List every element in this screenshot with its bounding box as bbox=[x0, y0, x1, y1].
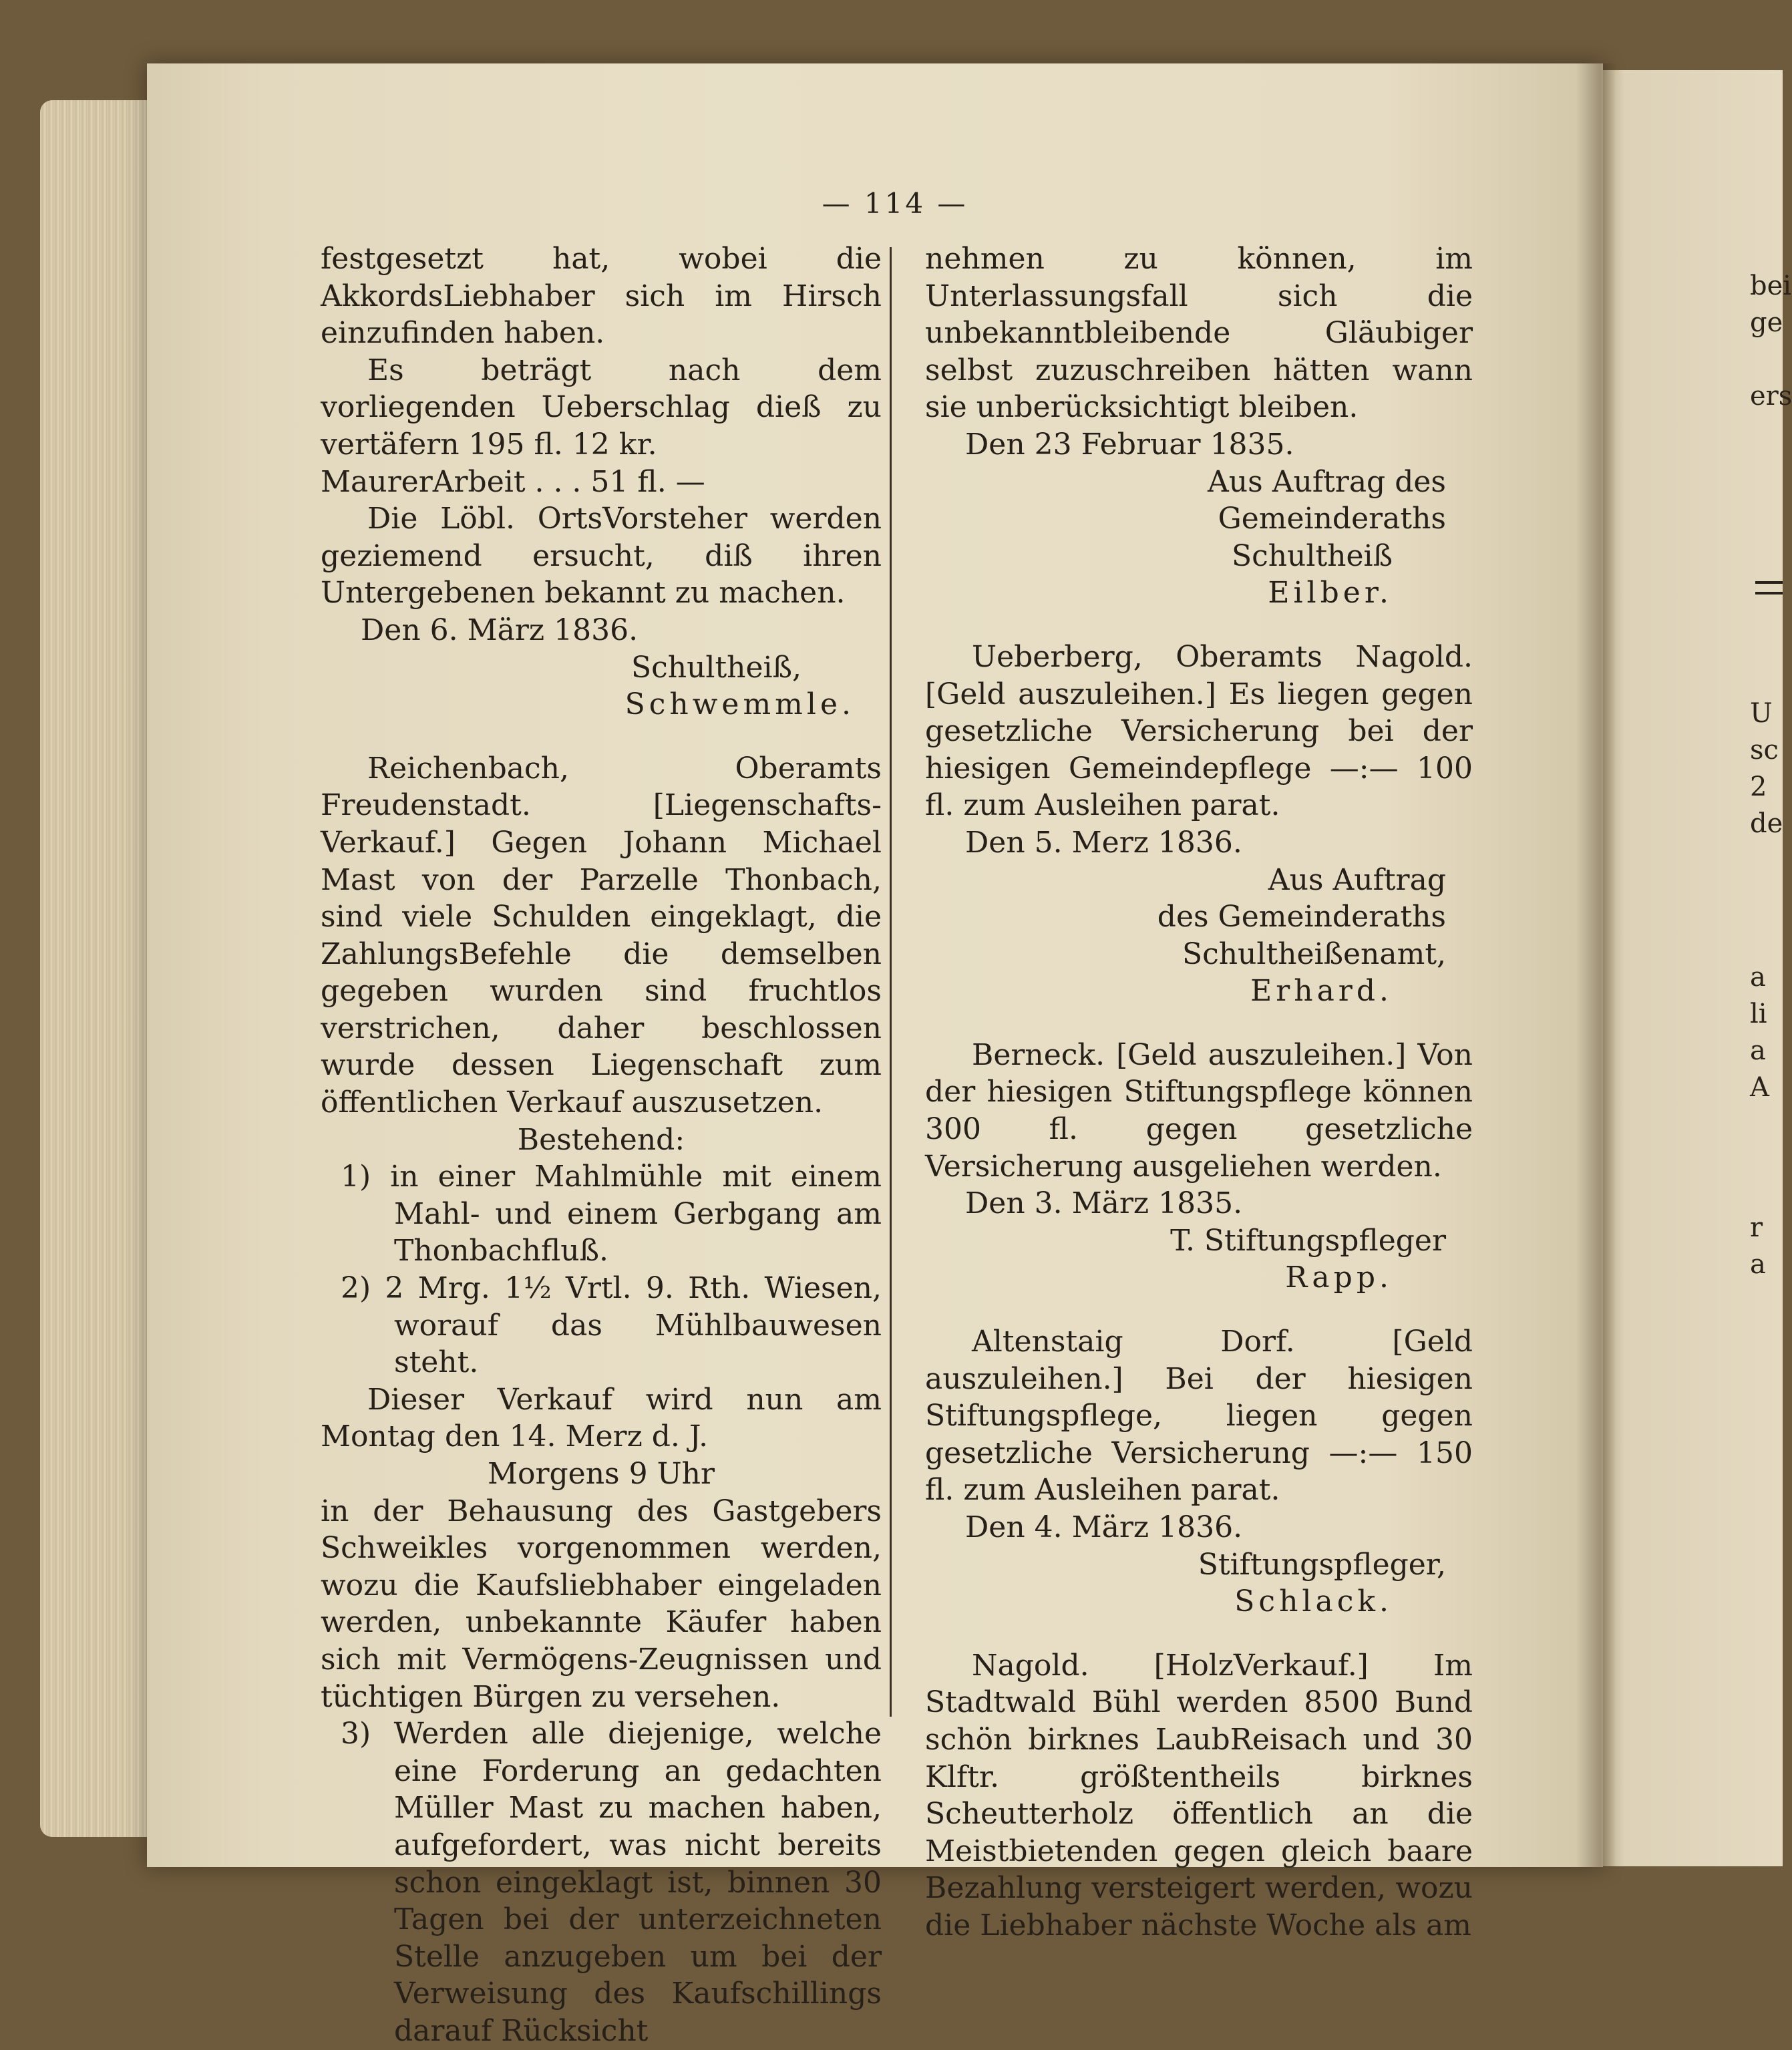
text-paragraph: festgesetzt hat, wobei die AkkordsLiebhaber sich im Hirsch einzufinden haben. bbox=[321, 242, 882, 351]
text-paragraph: in der Behausung des Gastgebers Schweikles vorgenommen werden, wozu die Kaufsliebhaber eingeladen werden, unbekannte Käufer haben sich mit Vermögens-Zeugnissen und tüchtigen Bürgen zu versehen. bbox=[321, 1494, 882, 1714]
facing-page-rule bbox=[1755, 581, 1783, 594]
facing-page-fragment: ers bbox=[1750, 381, 1792, 411]
book-gutter bbox=[1576, 63, 1616, 1867]
text-paragraph: Altenstaig Dorf. [Geld auszuleihen.] Bei der hiesigen Stiftungspflege, liegen gegen gesetzliche Versicherung —:— 150 fl. zum Ausleihen parat. bbox=[925, 1325, 1473, 1508]
column-divider bbox=[890, 247, 892, 1717]
text-paragraph: Berneck. [Geld auszuleihen.] Von der hiesigen Stiftungspflege können 300 fl. gegen gesetzliche Versicherung ausgeliehen werden. bbox=[925, 1037, 1473, 1184]
text-paragraph: des Gemeinderaths bbox=[1157, 900, 1446, 934]
text-paragraph: Morgens 9 Uhr bbox=[487, 1457, 715, 1491]
text-paragraph: Schultheiß, bbox=[631, 650, 801, 685]
facing-page-fragment: a bbox=[1750, 1035, 1766, 1066]
facing-page-fragment: a bbox=[1750, 1249, 1766, 1280]
text-paragraph: Es beträgt nach dem vorliegenden Ueberschlag dieß zu vertäfern 195 fl. 12 kr. bbox=[321, 353, 882, 462]
facing-page-fragment: A bbox=[1750, 1072, 1769, 1103]
facing-page-fragment: a bbox=[1750, 962, 1766, 993]
text-paragraph: Den 5. Merz 1836. bbox=[965, 825, 1242, 860]
text-paragraph: Dieser Verkauf wird nun am Montag den 14. Merz d. J. bbox=[321, 1382, 882, 1454]
facing-page-fragment: U bbox=[1750, 698, 1773, 729]
facing-page-fragment: bei bbox=[1750, 271, 1792, 301]
left-text-column bbox=[321, 240, 882, 2050]
text-paragraph: Bestehend: bbox=[517, 1122, 685, 1157]
text-paragraph: T. Stiftungspfleger bbox=[1170, 1223, 1446, 1258]
text-paragraph: Gemeinderaths bbox=[1218, 502, 1446, 536]
text-paragraph: Reichenbach, Oberamts Freudenstadt. [Liegenschafts-Verkauf.] Gegen Johann Michael Mast von der Parzelle Thonbach, sind viele Schulden eingeklagt, die ZahlungsBefehle die demselben gegeben wurden sind fruchtlos verstrichen, daher beschlossen wurde dessen Liegenschaft zum öffentlichen Verkauf auszusetzen. bbox=[321, 751, 882, 1120]
text-paragraph: Schlack. bbox=[1234, 1584, 1393, 1619]
text-paragraph: Schultheißenamt, bbox=[1182, 936, 1446, 971]
text-paragraph: Rapp. bbox=[1285, 1260, 1393, 1295]
text-paragraph: Aus Auftrag bbox=[1268, 862, 1446, 897]
text-paragraph: 3) Werden alle diejenige, welche eine Forderung an gedachten Müller Mast zu machen haben, aufgefordert, was nicht bereits schon eingeklagt ist, binnen 30 Tagen bei der unterzeichneten Stelle anzugeben um bei der Verweisung des Kaufschillings darauf Rücksicht bbox=[341, 1717, 882, 2048]
text-paragraph: 1) in einer Mahlmühle mit einem Mahl- und einem Gerbgang am Thonbachfluß. bbox=[341, 1160, 882, 1268]
text-paragraph: Eilber. bbox=[1268, 576, 1393, 611]
text-paragraph: Schultheiß bbox=[1231, 538, 1393, 573]
text-paragraph: Den 4. März 1836. bbox=[965, 1510, 1243, 1544]
text-paragraph: Den 23 Februar 1835. bbox=[965, 427, 1294, 462]
facing-page-fragment: sc bbox=[1750, 735, 1779, 765]
page-number: — 114 — bbox=[822, 187, 968, 220]
text-paragraph: Erhard. bbox=[1250, 974, 1393, 1009]
text-paragraph: Den 3. März 1835. bbox=[965, 1186, 1243, 1221]
right-text-column bbox=[925, 240, 1473, 1944]
text-paragraph: Die Löbl. OrtsVorsteher werden geziemend ersucht, diß ihren Untergebenen bekannt zu machen. bbox=[321, 502, 882, 611]
facing-page-fragment: de bbox=[1750, 808, 1783, 839]
text-paragraph: Stiftungspfleger, bbox=[1198, 1547, 1446, 1582]
text-paragraph: Aus Auftrag des bbox=[1208, 464, 1446, 499]
text-paragraph: Den 6. März 1836. bbox=[361, 613, 639, 647]
facing-page-fragment: r bbox=[1750, 1212, 1763, 1243]
text-paragraph: 2) 2 Mrg. 1½ Vrtl. 9. Rth. Wiesen, worauf das Mühlbauwesen steht. bbox=[341, 1271, 882, 1380]
facing-page-fragment: li bbox=[1750, 999, 1767, 1029]
facing-page-fragment: ge bbox=[1750, 307, 1783, 338]
facing-page-fragment: 2 bbox=[1750, 772, 1767, 802]
text-paragraph: Schwemmle. bbox=[624, 687, 855, 722]
text-paragraph: nehmen zu können, im Unterlassungsfall sich die unbekanntbleibende Gläubiger selbst zuzuschreiben hätten wann sie unberücksichtigt bleiben. bbox=[925, 242, 1473, 425]
text-paragraph: Nagold. [HolzVerkauf.] Im Stadtwald Bühl werden 8500 Bund schön birknes LaubReisach und 30 Klftr. größtentheils birknes Scheutterholz öffentlich an die Meistbietenden gegen gleich baare Bezahlung versteigert werden, wozu die Liebhaber nächste Woche als am bbox=[925, 1648, 1473, 1942]
text-paragraph: Ueberberg, Oberamts Nagold. [Geld auszuleihen.] Es liegen gegen gesetzliche Versicherung bei der hiesigen Gemeindepflege —:— 100 fl. zum Ausleihen parat. bbox=[925, 639, 1473, 823]
text-paragraph: MaurerArbeit . . . 51 fl. — bbox=[321, 464, 705, 499]
